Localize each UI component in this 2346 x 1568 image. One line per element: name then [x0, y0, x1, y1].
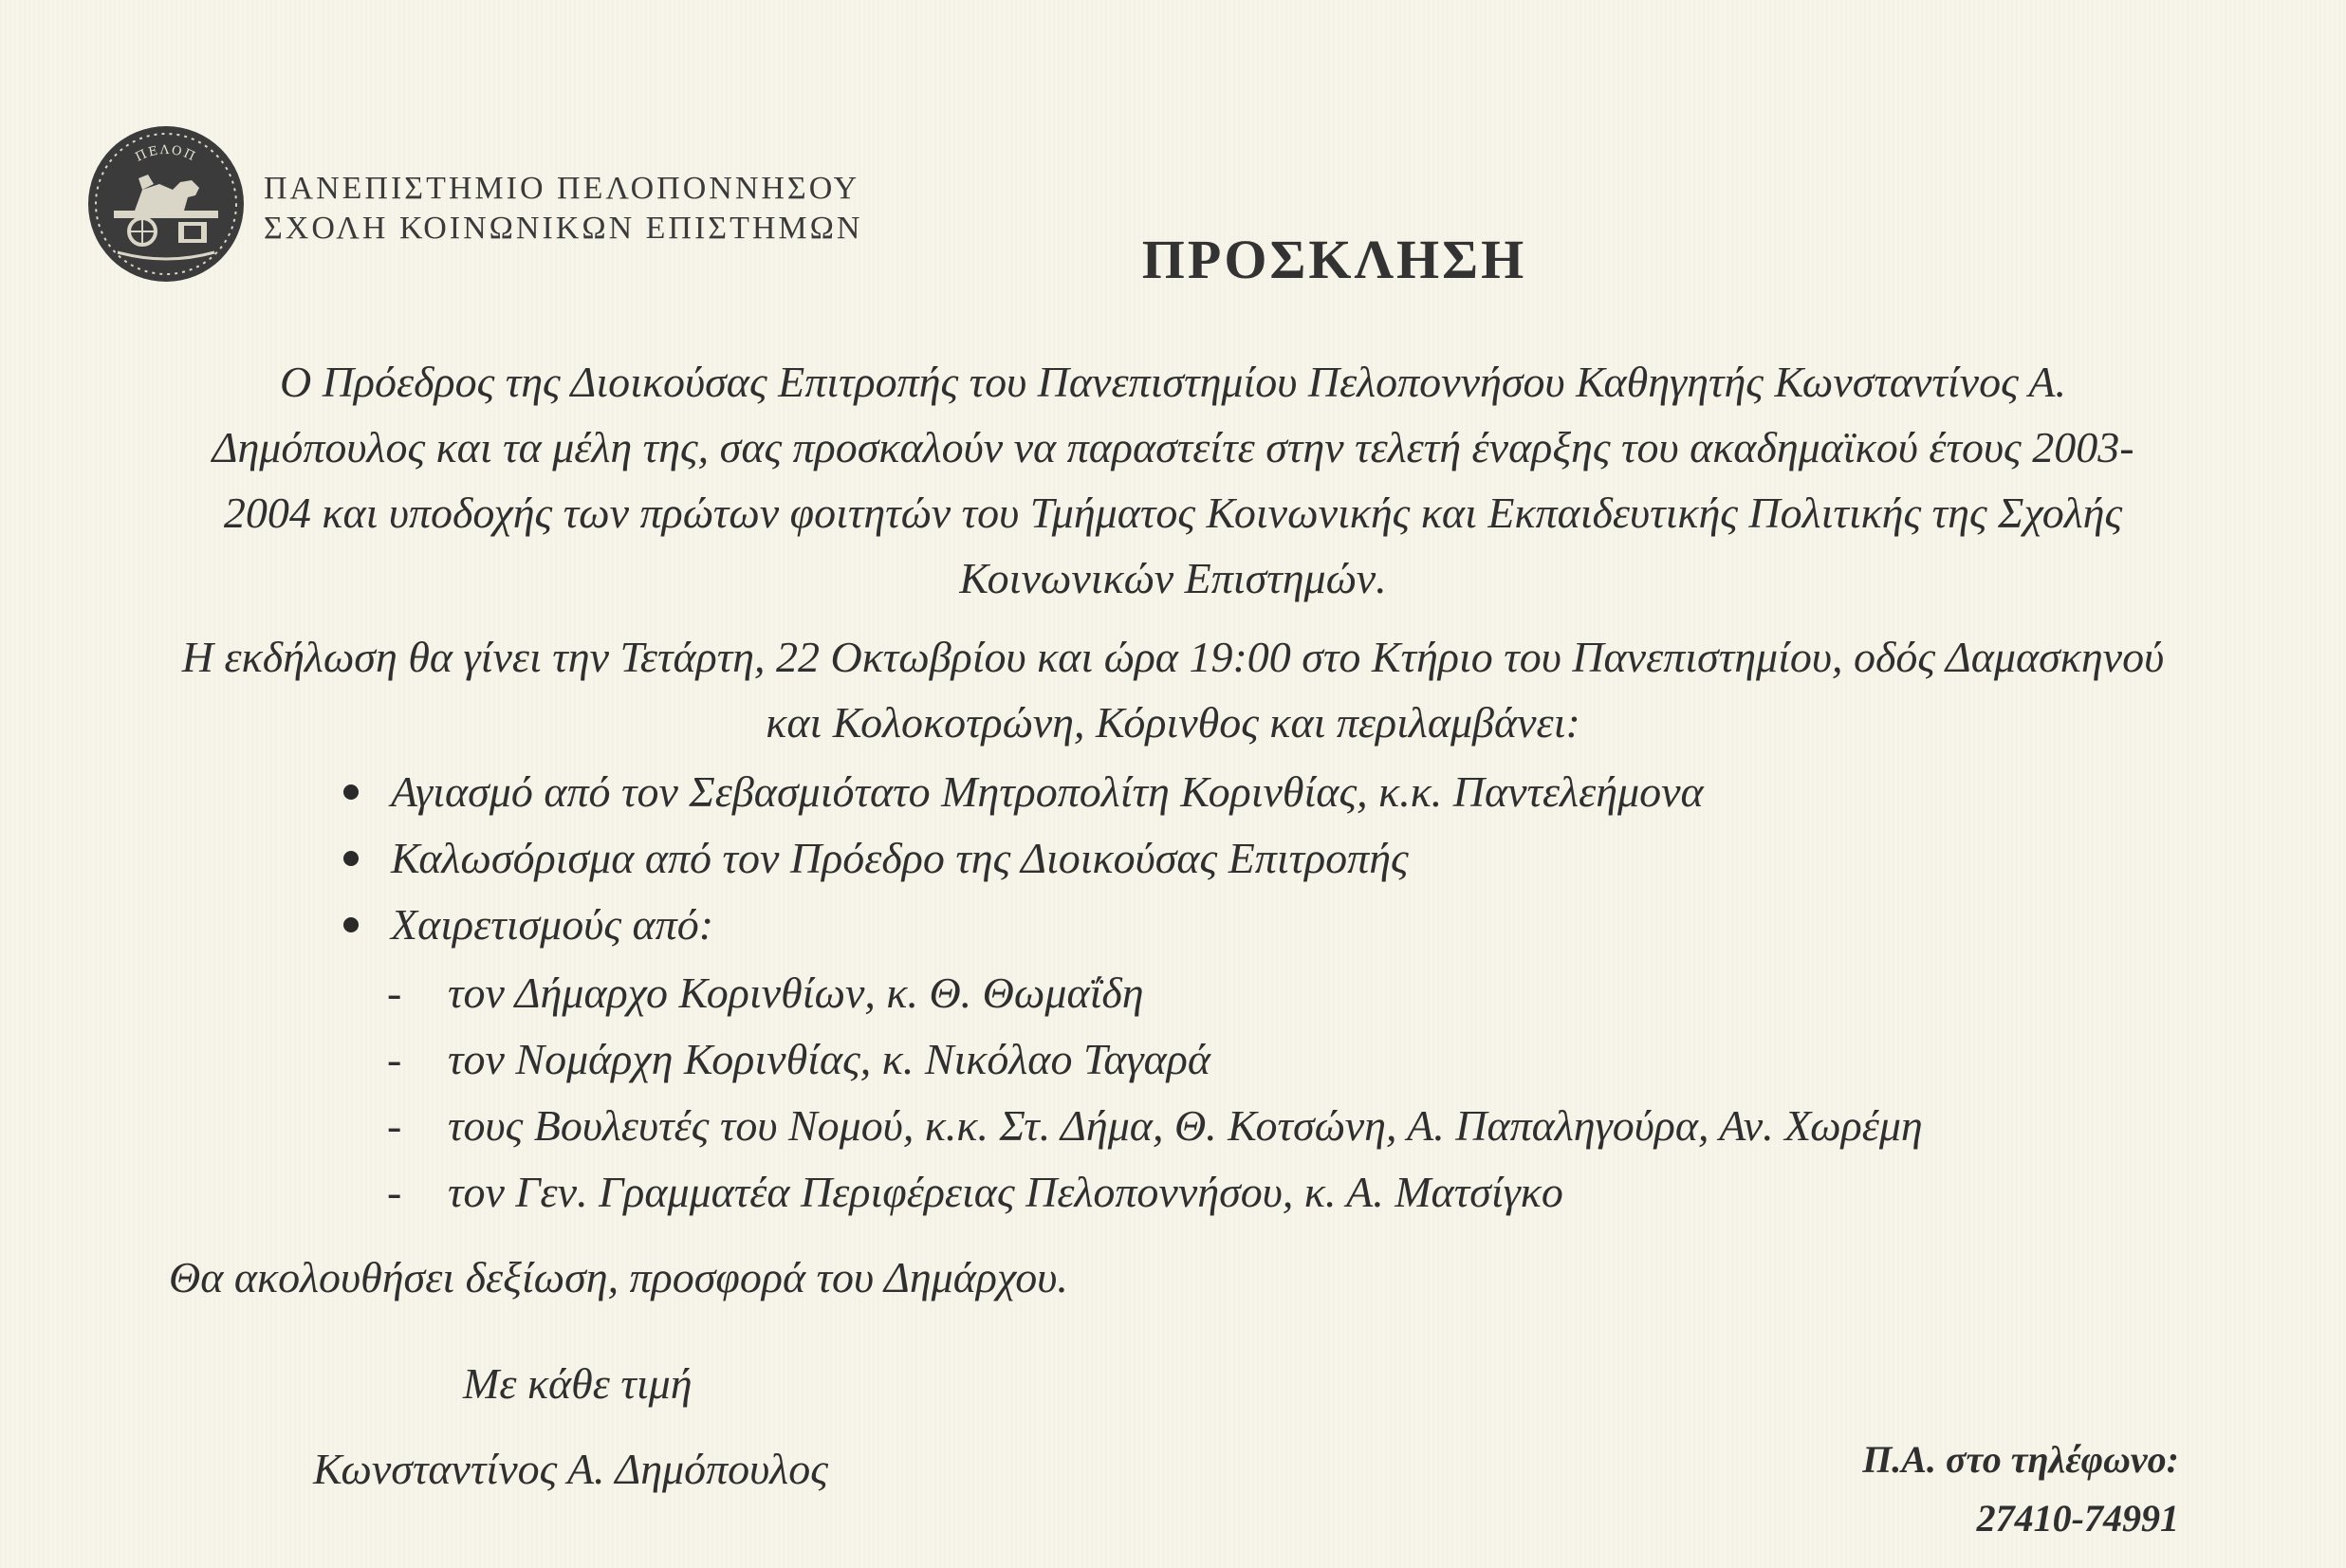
dash-marker: -: [387, 1035, 402, 1083]
bullet-icon: [343, 784, 359, 800]
reception-note: Θα ακολουθήσει δεξίωση, προσφορά του Δημάρχου.: [169, 1253, 1068, 1301]
bullet-icon: [343, 851, 359, 866]
list-item: [387, 1159, 1923, 1226]
list-item: [342, 825, 1704, 892]
list-item-text: Αγιασμό από τον Σεβασμιότατο Μητροπολίτη Κορινθίας, κ.κ. Παντελεήμονα: [391, 767, 1704, 816]
list-item-text: Καλωσόρισμα από τον Πρόεδρο της Διοικούσας Επιτροπής: [391, 834, 1409, 882]
invitation-title: ΠΡΟΣΚΛΗΣΗ: [1141, 229, 1527, 290]
list-item: [387, 1093, 1923, 1159]
rsvp-contact: [1862, 1430, 2179, 1548]
university-name: ΠΑΝΕΠΙΣΤΗΜΙΟ ΠΕΛΟΠΟΝΝΗΣΟΥ: [264, 171, 860, 206]
invitation-paragraph-2: Η εκδήλωση θα γίνει την Τετάρτη, 22 Οκτωβρίου και ώρα 19:00 στο Κτήριο του Πανεπιστημίου, οδός Δαμασκηνού και Κολοκοτρώνη, Κόρινθος και περιλαμβάνει:: [181, 633, 2165, 747]
rsvp-phone: 27410-74991: [1976, 1497, 2179, 1540]
school-name: ΣΧΟΛΗ ΚΟΙΝΩΝΙΚΩΝ ΕΠΙΣΤΗΜΩΝ: [264, 211, 863, 246]
closing-salutation: Με κάθε τιμή: [463, 1359, 693, 1408]
dash-marker: -: [387, 1101, 402, 1150]
list-item-text: Χαιρετισμούς από:: [391, 900, 714, 949]
rsvp-label: Π.Α. στο τηλέφωνο:: [1862, 1438, 2179, 1481]
list-item: [342, 892, 1704, 958]
list-item: [387, 1026, 1923, 1093]
list-item: [387, 960, 1923, 1026]
list-item: [342, 759, 1704, 825]
invitation-title-row: [0, 228, 2346, 291]
signatory-name: Κωνσταντίνος Α. Δημόπουλος: [313, 1445, 828, 1493]
list-item-text: τον Νομάρχη Κορινθίας, κ. Νικόλαο Ταγαρά: [448, 1035, 1210, 1083]
bullet-icon: [343, 917, 359, 932]
list-item-text: τον Δήμαρχο Κορινθίων, κ. Θ. Θωμαΐδη: [448, 968, 1144, 1017]
list-item-text: τον Γεν. Γραμματέα Περιφέρειας Πελοποννήσου, κ. Α. Ματσίγκο: [448, 1168, 1563, 1216]
greetings-list: [387, 960, 1923, 1226]
program-bullet-list: [342, 759, 1704, 958]
dash-marker: -: [387, 968, 402, 1017]
invitation-paragraph-1: Ο Πρόεδρος της Διοικούσας Επιτροπής του Πανεπιστημίου Πελοποννήσου Καθηγητής Κωνσταντίνος Α. Δημόπουλος και τα μέλη της, σας προσκαλούν να παραστείτε στην τελετή έναρξης του ακαδημαϊκού έτους 2003-2004 και υποδοχής των πρώτων φοιτητών του Τμήματος Κοινωνικής και Εκπαιδευτικής Πολιτικής της Σχολής Κοινωνικών Επιστημών.: [212, 358, 2134, 602]
dash-marker: -: [387, 1168, 402, 1216]
list-item-text: τους Βουλευτές του Νομού, κ.κ. Στ. Δήμα, Θ. Κοτσώνη, Α. Παπαληγούρα, Αν. Χωρέμη: [448, 1101, 1923, 1150]
svg-text:ΠΕΛΟΠ: ΠΕΛΟΠ: [133, 143, 199, 165]
